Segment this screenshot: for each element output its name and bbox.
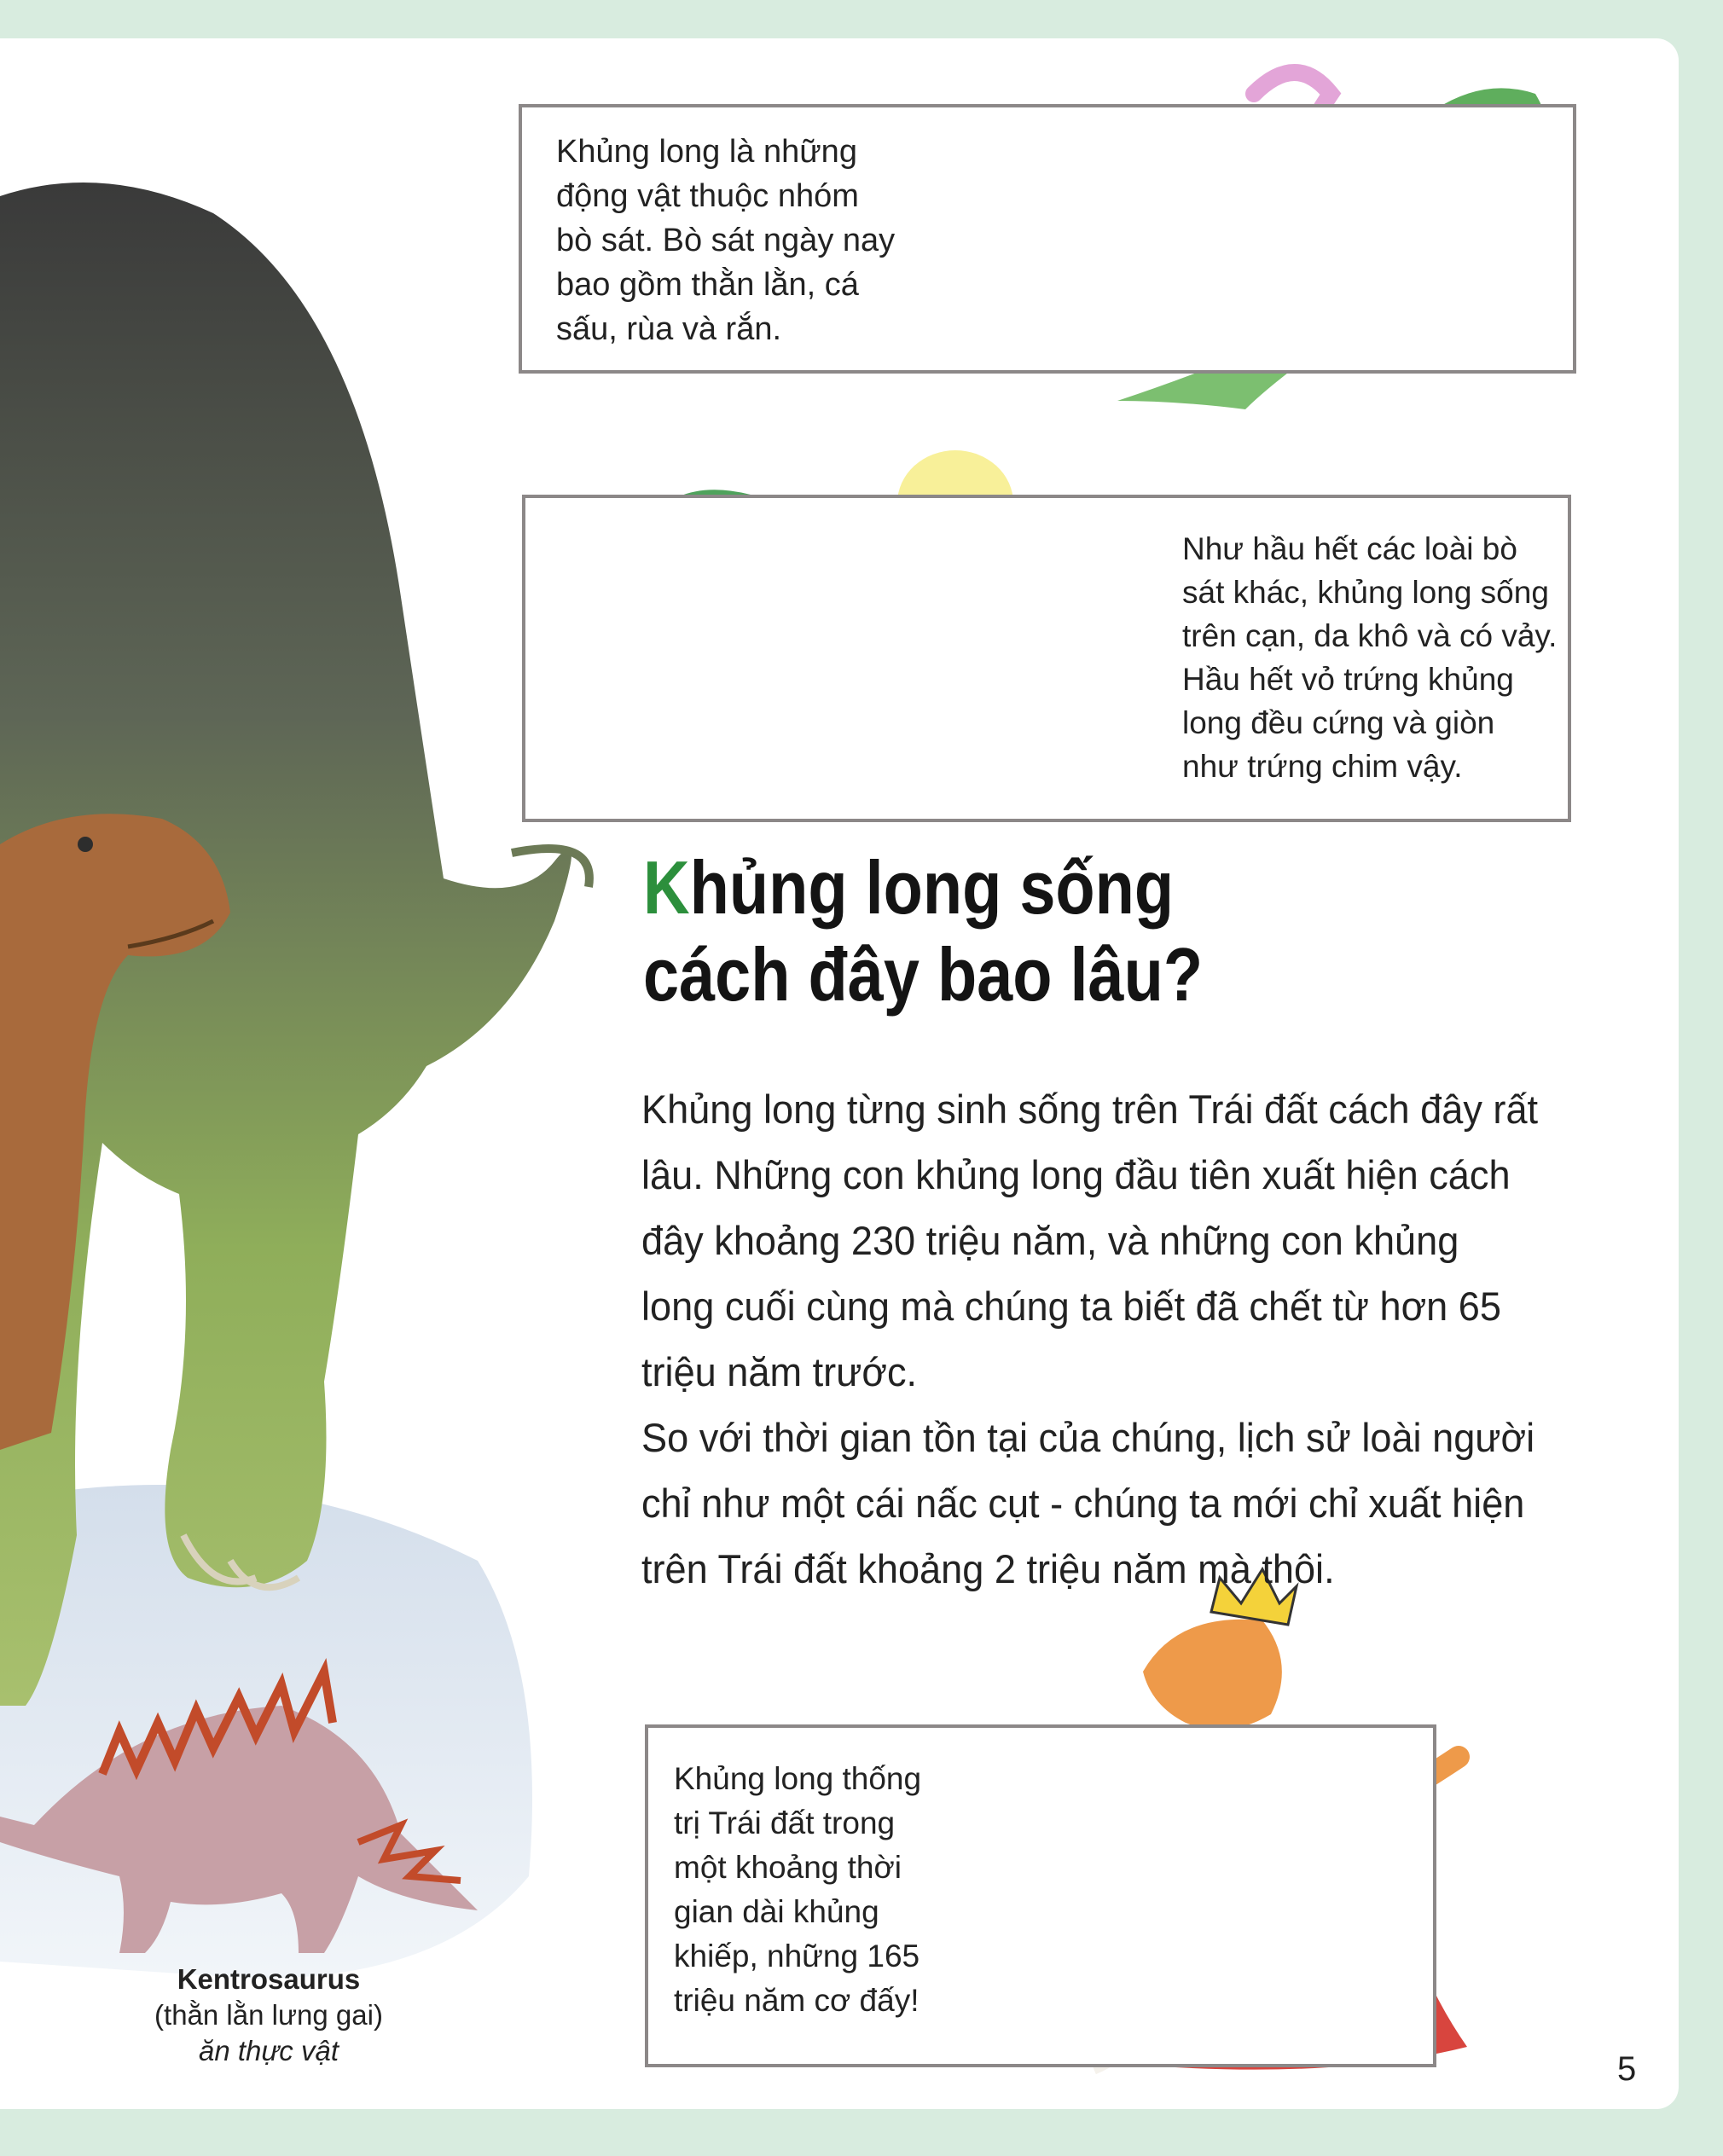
body-paragraph: Khủng long từng sinh sống trên Trái đất cách đây rất lâu. Những con khủng long đầu tiên xuất hiện cách đây khoảng 230 triệu năm, và những con khủng long cuối cùng mà chúng ta biết đã chết từ hơn 65 triệu năm trước. So với thời gian tồn tại của chúng, lịch sử loài người chỉ như một cái nấc cụt - chúng ta mới chỉ xuất hiện trên Trái đất khoảng 2 triệu năm mà thôi. bbox=[641, 1087, 1539, 1591]
title-initial: K bbox=[643, 845, 690, 930]
info-box-eggs-text: Như hầu hết các loài bò sát khác, khủng long sống trên cạn, da khô và có vảy. Hầu hết vỏ trứng khủng long đều cứng và giòn như trứng chim vậy. bbox=[1182, 531, 1558, 784]
title-rest: hủng long sống cách đây bao lâu? bbox=[643, 845, 1204, 1017]
caption-diet: ăn thực vật bbox=[198, 2035, 339, 2066]
caption-name: Kentrosaurus bbox=[177, 1963, 361, 1995]
info-box-eggs bbox=[522, 495, 1571, 822]
info-box-reptiles-text: Khủng long là những động vật thuộc nhóm bò sát. Bò sát ngày nay bao gồm thằn lằn, cá sấu, rùa và rắn. bbox=[556, 134, 896, 347]
info-box-king bbox=[645, 1724, 1436, 2067]
caption-common-name: (thằn lằn lưng gai) bbox=[154, 1999, 383, 2031]
page-number: 5 bbox=[1617, 2050, 1637, 2088]
page-title bbox=[643, 844, 1377, 1018]
info-box-king-text: Khủng long thống trị Trái đất trong một khoảng thời gian dài khủng khiếp, những 165 triệu năm cơ đấy! bbox=[674, 1761, 922, 2018]
info-box-reptiles bbox=[519, 104, 1576, 374]
kentrosaurus-caption bbox=[128, 1962, 409, 2069]
